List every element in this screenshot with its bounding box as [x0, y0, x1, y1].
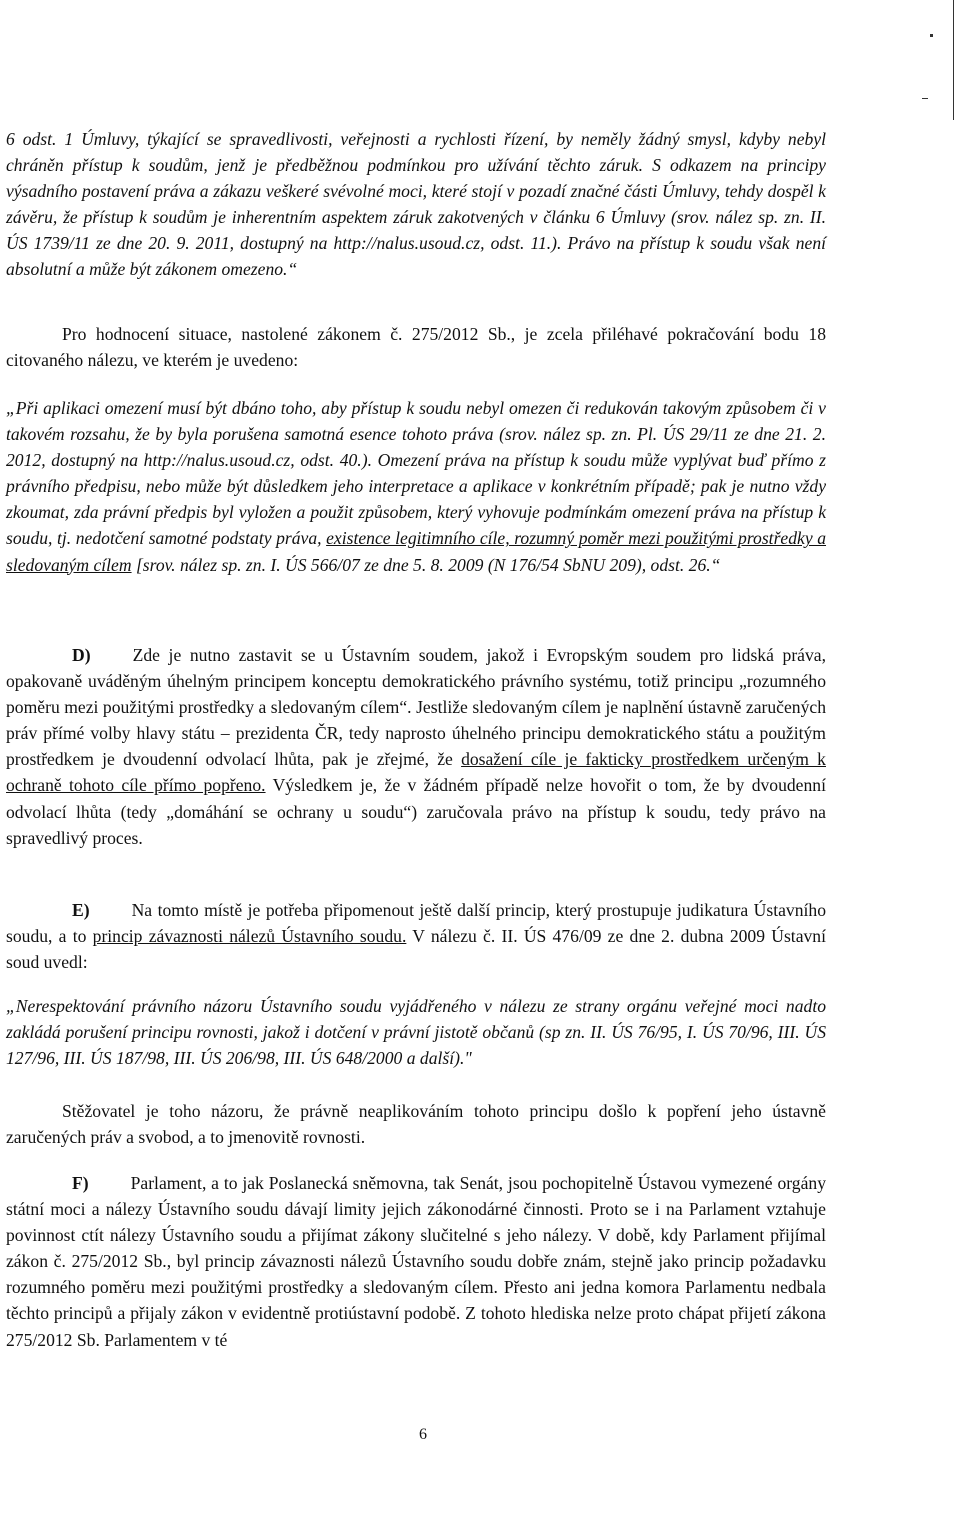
section-f-label: F)	[72, 1173, 89, 1193]
section-d-text: Zde je nutno zastavit se u Ústavním soudem, jakož i Evropským soudem pro lidská práva, opakovaně uváděným úhelným principem konceptu demokratického právního systému, totiž principu „rozumného poměru mezi použitými prostředky a sledovaným cílem“. Jestliže sledovaným cílem je naplnění ústavně zaručených práv přímé volby hlavy státu – prezidenta ČR, tedy naprosto úhelného principu demokratického státu a použitým prostředkem je dvoudenní odvolací lhůta, pak je zřejmé, že	[6, 645, 826, 770]
section-f	[6, 1170, 826, 1353]
quote-text-end: [srov. nález sp. zn. I. ÚS 566/07 ze dne 5. 8. 2009 (N 176/54 SbNU 209), odst. 26.“	[131, 554, 721, 575]
scan-edge-mark	[953, 0, 954, 120]
page-number: 6	[419, 1426, 427, 1443]
paragraph-complainant-opinion: Stěžovatel je toho názoru, že právně neaplikováním tohoto principu došlo k popření jeho ústavně zaručených práv a svobod, a to jmenovitě rovnosti.	[6, 1101, 826, 1148]
paragraph-quote-continuation: 6 odst. 1 Úmluvy, týkající se spravedlivosti, veřejnosti a rychlosti řízení, by neměly žádný smysl, kdyby nebyl chráněn přístup k soudům, jenž je předběžnou podmínkou pro užívání těchto záruk. S odkazem na principy výsadního postavení práva a zákazu veškeré svévolné moci, které stojí v pozadí značné části Úmluvy, tehdy dospěl k závěru, že přístup k soudům je inherentním aspektem záruk zakotvených v článku 6 Úmluvy (srov. nález sp. zn. II. ÚS 1739/11 ze dne 20. 9. 2011, dostupný na http://nalus.usoud.cz, odst. 11.). Právo na přístup k soudu však není absolutní a může být zákonem omezeno.“	[6, 129, 826, 280]
section-e	[6, 897, 826, 975]
section-e-underlined-text: princip závaznosti nálezů Ústavního soudu.	[92, 926, 407, 947]
section-e-text: Na tomto místě je potřeba připomenout ještě další princip, který prostupuje judikatura Ústavního soudu, a to	[6, 900, 826, 947]
paragraph-assessment: Pro hodnocení situace, nastolené zákonem č. 275/2012 Sb., je zcela přiléhavé pokračování bodu 18 citovaného nálezu, ve kterém je uvedeno:	[6, 324, 826, 371]
section-d-underlined-text: dosažení cíle je fakticky prostředkem určeným k ochraně tohoto cíle přímo popřeno.	[6, 749, 826, 796]
section-f-text: Parlament, a to jak Poslanecká sněmovna, tak Senát, jsou pochopitelně Ústavou vymezené orgány státní moci a nálezy Ústavního soudu dávají limity jejich zákonodárné činnosti. Proto se i na Parlament vztahuje povinnost ctít nálezy Ústavního soudu a přijímat zákony slučitelné s jeho nálezy. V době, kdy Parlament přijímal zákon č. 275/2012 Sb., byl princip závaznosti nálezů Ústavního soudu dobře znám, stejně jako princip požadavku rozumného poměru mezi použitými prostředky a sledovaným cílem. Přesto ani jedna komora Parlamentu nedbala těchto principů a přijaly zákon v evidentně protiústavní podobě. Z tohoto hlediska nelze proto chápat přijetí zákona 275/2012 Sb. Parlamentem v té	[6, 1173, 826, 1350]
section-d-label: D)	[72, 645, 91, 665]
quote-text: „Při aplikaci omezení musí být dbáno toho, aby přístup k soudu nebyl omezen či redukován takovým způsobem či v takovém rozsahu, že by byla porušena samotná esence tohoto práva (srov. nález sp. zn. Pl. ÚS 29/11 ze dne 21. 2. 2012, dostupný na http://nalus.usoud.cz, odst. 40.). Omezení práva na přístup k soudu může vyplývat buď přímo z právního předpisu, nebo může být důsledkem jeho interpretace a aplikace v konkrétním případě; pak je nutno vždy zkoumat, zda právní předpis byl vyložen a použit způsobem, který vyhovuje podmínkám omezení práva na přístup k soudu, tj. nedotčení samotné podstaty práva,	[6, 398, 826, 549]
section-e-label: E)	[72, 900, 90, 920]
section-d	[6, 642, 826, 851]
scan-edge-mark	[922, 98, 928, 99]
section-d-text-end: Výsledkem je, že v žádném případě nelze hovořit o tom, že by dvoudenní odvolací lhůta (tedy „domáhání se ochrany u soudu“) zaručovala právo na přístup k soudu, tedy právo na spravedlivý proces.	[6, 775, 826, 848]
scan-edge-mark	[930, 34, 933, 37]
quote-finding-point-18	[6, 395, 826, 578]
section-e-text-end: V nálezu č. II. ÚS 476/09 ze dne 2. dubna 2009 Ústavní soud uvedl:	[6, 926, 826, 973]
quote-finding-ii-us-476-09: „Nerespektování právního názoru Ústavního soudu vyjádřeného v nálezu ze strany orgánu veřejné moci nadto zakládá porušení principu rovnosti, jakož i dotčení v právní jistotě občanů (sp zn. II. ÚS 76/95, I. ÚS 70/96, III. ÚS 127/96, III. ÚS 187/98, III. ÚS 206/98, III. ÚS 648/2000 a další)."	[6, 996, 826, 1069]
quote-underlined-text: existence legitimního cíle, rozumný poměr mezi použitými prostředky a sledovaným cílem	[6, 528, 827, 575]
